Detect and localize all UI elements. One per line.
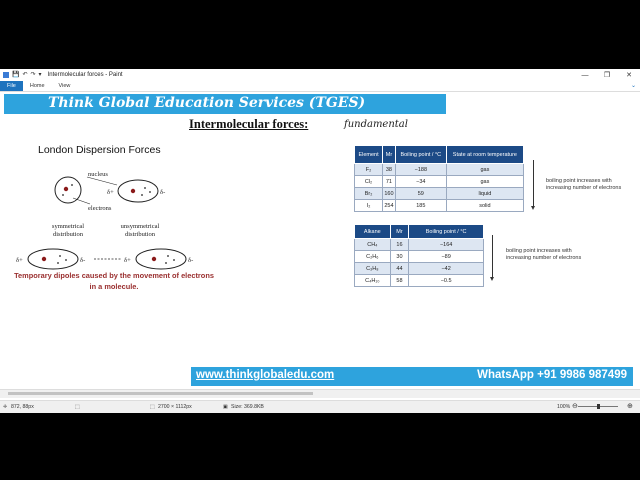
molecule-right-delta-minus: δ- [188,257,194,264]
table-cell: 16 [390,239,409,251]
trend-note-1: boiling point increases with increasing number of electrons [546,178,622,191]
table-cell: −34 [395,176,446,188]
table-cell: gas [446,176,523,188]
redo-icon[interactable]: ↷ [30,72,36,78]
nucleus-pointer [87,177,117,185]
table-header: Boiling point / °C [395,146,446,164]
table-cell: 44 [390,263,409,275]
symmetrical-label-line2: distribution [53,231,83,238]
dispersion-diagram [0,92,640,399]
table-cell: 254 [383,200,396,212]
image-dimensions: 2700 × 1112px [158,404,192,410]
tab-home[interactable]: Home [29,83,45,89]
table-cell: 38 [383,164,396,176]
halogen-table [354,145,524,212]
window-title: Intermolecular forces - Paint [47,72,123,78]
cursor-position-icon: ✛ [3,404,8,410]
paint-window [0,69,640,412]
table-cell: 59 [395,188,446,200]
scrollbar-thumb[interactable] [8,392,313,395]
table-cell: 185 [395,200,446,212]
footer-banner [191,367,633,386]
table-header: State at room temperature [446,146,523,164]
file-size: Size: 369.8KB [231,404,264,410]
trend-note-2: boiling point increases with increasing number of electrons [506,248,582,261]
table-cell: C₃H₈ [355,263,391,275]
table-cell: 160 [383,188,396,200]
undo-icon[interactable]: ↶ [22,72,28,78]
table-cell: gas [446,164,523,176]
table-cell: C₄H₁₀ [355,275,391,287]
section-title: London Dispersion Forces [38,144,161,156]
table-cell: solid [446,200,523,212]
table-cell: CH₄ [355,239,391,251]
table-row [355,239,484,251]
banner-title: Think Global Education Services (TGES) [48,95,366,111]
file-size-icon: ▣ [223,404,228,410]
table-row [355,200,524,212]
table-row [355,251,484,263]
table-cell: 71 [383,176,396,188]
slide-image [0,92,640,399]
delta-plus-label: δ+ [107,189,114,196]
horizontal-scrollbar[interactable] [0,389,640,398]
table-row [355,176,524,188]
close-button[interactable]: ✕ [626,72,632,79]
alkane-table [354,224,484,287]
tab-file[interactable]: File [0,81,23,91]
atom-right [118,180,158,202]
table-cell: 58 [390,275,409,287]
trend-arrowhead-2 [490,277,494,281]
customize-dropdown-icon[interactable]: ▾ [38,72,42,78]
table-cell: 30 [390,251,409,263]
tab-view[interactable]: View [58,83,71,89]
delta-minus-label: δ- [160,189,166,196]
zoom-out-button[interactable]: ⊖ [572,403,578,410]
trend-arrow-1 [533,160,534,206]
zoom-slider-handle[interactable] [597,404,600,409]
table-row [355,263,484,275]
table-row [355,188,524,200]
trend-arrow-2 [492,235,493,277]
table-row [355,275,484,287]
page-heading: Intermolecular forces: [189,117,309,131]
molecule-left-delta-minus: δ- [80,257,86,264]
quick-access-toolbar [3,72,42,78]
handwritten-note: fundamental [344,119,408,130]
table-header: Boiling point / °C [409,225,484,239]
molecule-right [136,249,186,269]
table-cell: Cl₂ [355,176,383,188]
cursor-position: 872, 88px [11,404,34,410]
molecule-right-delta-plus: δ+ [124,257,131,264]
status-bar [0,400,640,413]
table-cell: −0.5 [409,275,484,287]
nucleus-label: nucleus [88,171,108,178]
zoom-level: 100% [557,404,571,410]
ribbon-tabs [0,81,640,92]
selection-icon: ⬚ [75,404,80,410]
table-row [355,164,524,176]
whatsapp-contact: WhatsApp +91 9986 987499 [477,369,627,381]
table-cell: Br₂ [355,188,383,200]
title-bar [0,69,640,81]
paint-app-icon [3,72,9,78]
symmetrical-label-line1: symmetrical [51,223,85,230]
save-icon[interactable]: 💾 [12,72,20,78]
dimensions-icon: ⬚ [150,404,155,410]
table-cell: F₂ [355,164,383,176]
trend-arrowhead-1 [531,206,535,210]
table-cell: liquid [446,188,523,200]
table-cell: −188 [395,164,446,176]
dipole-caption: Temporary dipoles caused by the movement of electrons in a molecule. [14,271,214,291]
table-header: Mr [383,146,396,164]
ribbon-expand-icon[interactable]: ⌄ [630,83,636,89]
minimize-button[interactable]: — [581,71,589,79]
unsymmetrical-label-line2: distribution [125,231,155,238]
table-cell: I₂ [355,200,383,212]
table-cell: −42 [409,263,484,275]
maximize-button[interactable]: ❐ [603,72,611,79]
table-cell: C₂H₆ [355,251,391,263]
website-link[interactable]: www.thinkglobaledu.com [196,369,335,381]
zoom-in-button[interactable]: ⊕ [627,403,633,410]
electrons-label: electrons [88,205,112,212]
table-cell: −89 [409,251,484,263]
drawing-canvas[interactable] [0,92,640,399]
unsymmetrical-label-line1: unsymmetrical [120,223,160,230]
table-cell: −164 [409,239,484,251]
molecule-left-delta-plus: δ+ [16,257,23,264]
table-header: Mr [390,225,409,239]
atom-left [55,177,81,203]
molecule-left [28,249,78,269]
table-header: Alkane [355,225,391,239]
table-header: Element [355,146,383,164]
